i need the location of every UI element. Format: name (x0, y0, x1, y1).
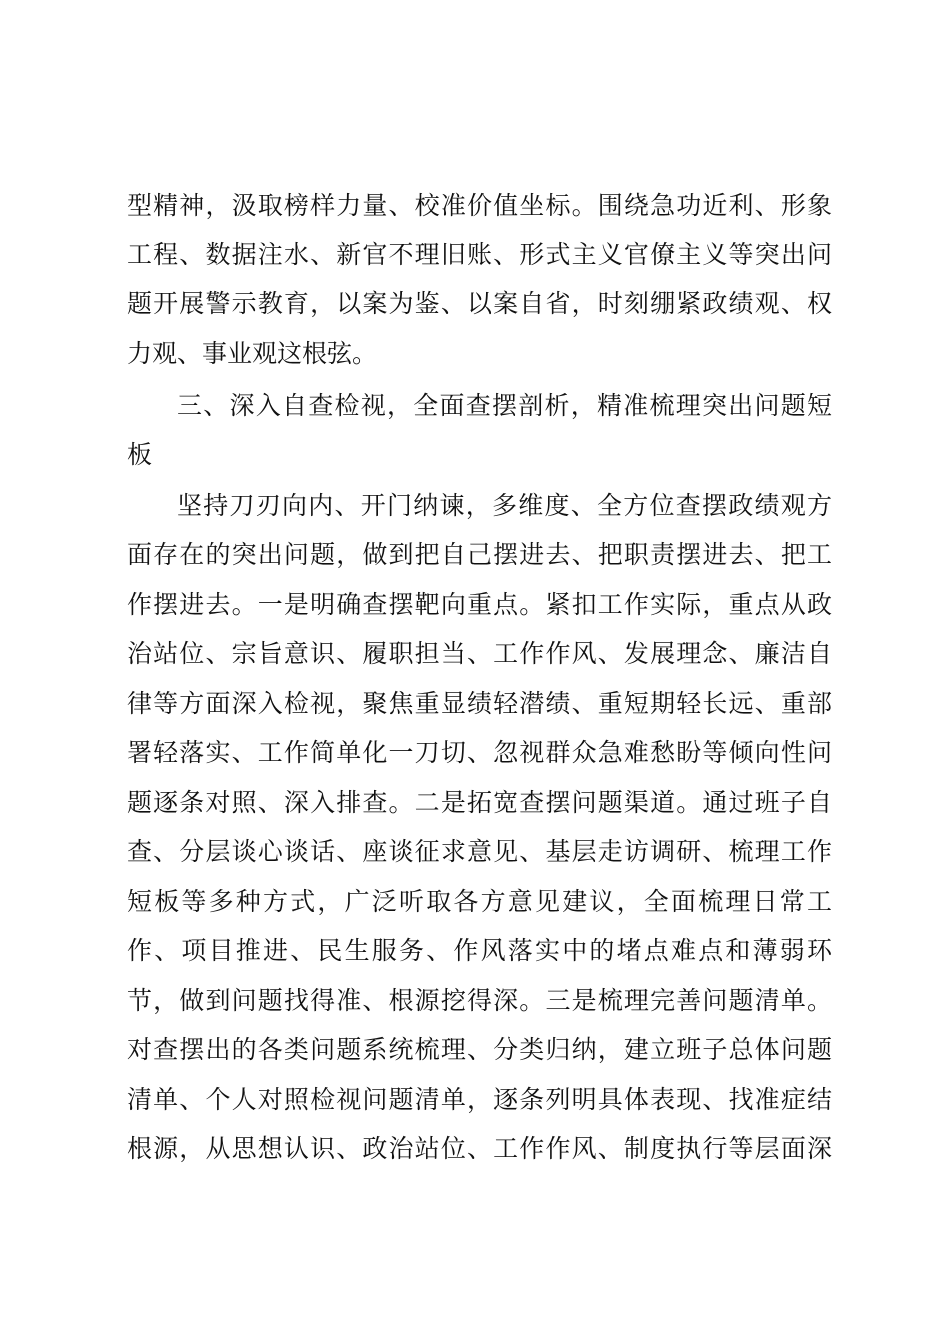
body-text-line: 律等方面深入检视，聚焦重显绩轻潜绩、重短期轻长远、重部 (127, 689, 832, 718)
body-text-line: 工程、数据注水、新官不理旧账、形式主义官僚主义等突出问 (127, 240, 832, 269)
body-text-line: 作、项目推进、民生服务、作风落实中的堵点难点和薄弱环 (127, 936, 832, 965)
body-text-line: 面存在的突出问题，做到把自己摆进去、把职责摆进去、把工 (127, 540, 832, 569)
body-text-line: 题逐条对照、深入排查。二是拓宽查摆问题渠道。通过班子自 (127, 788, 832, 817)
body-text-line: 作摆进去。一是明确查摆靶向重点。紧扣工作实际，重点从政 (127, 590, 832, 619)
body-text-line: 题开展警示教育，以案为鉴、以案自省，时刻绷紧政绩观、权 (127, 289, 832, 318)
body-text-line: 根源，从思想认识、政治站位、工作作风、制度执行等层面深 (127, 1134, 832, 1163)
section-heading-line: 板 (127, 440, 153, 469)
body-text-line: 清单、个人对照检视问题清单，逐条列明具体表现、找准症结 (127, 1085, 832, 1114)
body-text-line: 短板等多种方式，广泛听取各方意见建议，全面梳理日常工 (127, 887, 832, 916)
body-text-line: 查、分层谈心谈话、座谈征求意见、基层走访调研、梳理工作 (127, 837, 832, 866)
body-text-line: 型精神，汲取榜样力量、校准价值坐标。围绕急功近利、形象 (127, 191, 832, 220)
body-text-line: 署轻落实、工作简单化一刀切、忽视群众急难愁盼等倾向性问 (127, 738, 832, 767)
body-text-line: 治站位、宗旨意识、履职担当、工作作风、发展理念、廉洁自 (127, 639, 832, 668)
body-text-line: 坚持刀刃向内、开门纳谏，多维度、全方位查摆政绩观方 (177, 491, 832, 520)
section-heading-line: 三、深入自查检视，全面查摆剖析，精准梳理突出问题短 (177, 391, 832, 420)
body-text-line: 对查摆出的各类问题系统梳理、分类归纳，建立班子总体问题 (127, 1035, 832, 1064)
body-text-line: 节，做到问题找得准、根源挖得深。三是梳理完善问题清单。 (127, 986, 832, 1015)
body-text-line: 力观、事业观这根弦。 (127, 339, 378, 368)
